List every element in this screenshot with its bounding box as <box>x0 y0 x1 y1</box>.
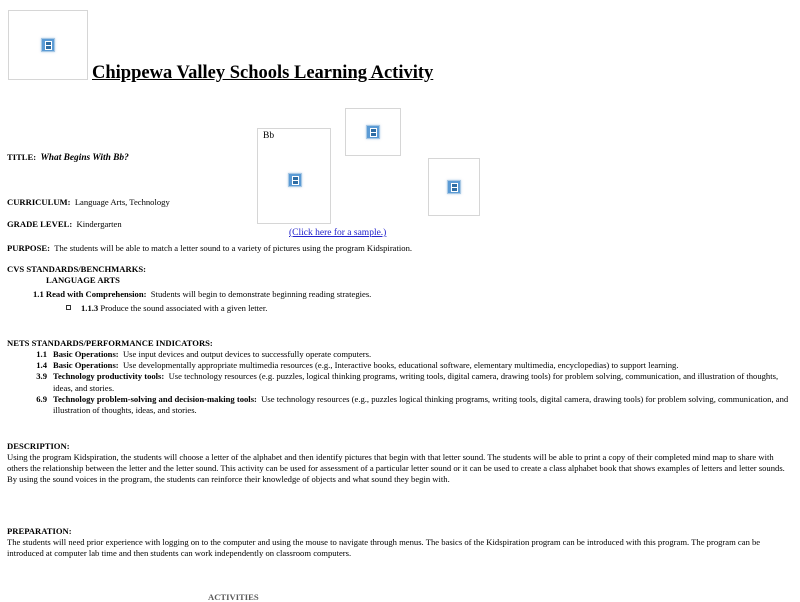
grade-level-field-row <box>7 219 122 230</box>
cvs-benchmark-text: Students will begin to demonstrate beginning reading strategies. <box>150 289 372 299</box>
purpose-field-value: The students will be able to match a letter sound to a variety of pictures using the program Kidspiration. <box>54 243 413 253</box>
broken-image-icon <box>288 173 302 187</box>
curriculum-field-row <box>7 197 170 208</box>
grade-level-field-label: GRADE LEVEL: <box>7 219 73 229</box>
nets-item-label: Technology problem-solving and decision-making tools: <box>53 393 257 404</box>
description-heading: DESCRIPTION: <box>7 441 70 451</box>
square-bullet-icon <box>66 305 71 310</box>
broken-image-icon <box>447 180 461 194</box>
nets-item-text: Use developmentally appropriate multimedia resources (e.g., Interactive books, educational software, elementary multimedia, encyclopedias) to support learning. <box>122 360 679 371</box>
cvs-benchmark-number: 1.1 Read with Comprehension: <box>33 289 147 299</box>
nets-item-label: Basic Operations: <box>53 349 119 359</box>
cvs-subject-label: LANGUAGE ARTS <box>46 275 120 285</box>
nets-item-label: Basic Operations: <box>53 360 119 371</box>
nets-standards-list <box>7 349 793 416</box>
cvs-sub-benchmark-row <box>66 303 267 314</box>
list-item <box>7 371 793 393</box>
cvs-sub-benchmark-number: 1.1.3 <box>81 303 99 313</box>
nets-item-number: 1.1 <box>36 349 47 359</box>
preparation-body: The students will need prior experience with logging on to the computer and using the mouse to navigate through menus. The basics of the Kidspiration program can be introduced with this program. The program can be introduced at computer lab time and then students can work independently on classroom computers. <box>7 537 761 559</box>
sample-link[interactable]: (Click here for a sample.) <box>289 228 387 238</box>
curriculum-field-value: Language Arts, Technology <box>74 197 170 207</box>
cvs-standards-heading: CVS STANDARDS/BENCHMARKS: <box>7 264 147 274</box>
district-logo-image-frame <box>8 10 88 80</box>
nets-standards-heading: NETS STANDARDS/PERFORMANCE INDICATORS: <box>7 338 213 348</box>
preparation-heading: PREPARATION: <box>7 526 72 536</box>
cvs-sub-benchmark-text: Produce the sound associated with a given letter. <box>100 303 268 313</box>
broken-image-icon <box>366 125 380 139</box>
nets-item-text: Use technology resources (e.g., puzzles logical thinking programs, writing tools, digital camera, drawing tools) for problem solving, communication, and illustration of thoughts, ideas, and stories. <box>53 393 789 416</box>
nets-item-number: 1.4 <box>36 360 47 371</box>
page-title: Chippewa Valley Schools Learning Activity <box>92 63 434 83</box>
title-field-value: What Begins With Bb? <box>40 153 129 163</box>
nets-item-text: Use technology resources (e.g. puzzles, logical thinking programs, writing tools, digital camera, drawing tools) for problem solving, communication, and illustration of thoughts, ideas, and stories. <box>53 371 779 393</box>
list-item <box>7 360 793 371</box>
cvs-benchmark-row <box>33 289 371 300</box>
title-field-separator: : <box>33 152 37 162</box>
broken-image-icon <box>41 38 55 52</box>
nets-item-text: Use input devices and output devices to successfully operate computers. <box>122 349 372 359</box>
purpose-field-label: PURPOSE: <box>7 243 50 253</box>
bb-sample-image-frame <box>257 128 331 224</box>
nets-item-label: Technology productivity tools: <box>53 371 165 382</box>
curriculum-field-separator: : <box>67 197 71 207</box>
list-item <box>7 349 793 360</box>
curriculum-field-label: CURRICULUM <box>7 197 68 207</box>
sample-image-frame-right <box>428 158 480 216</box>
purpose-field-row <box>7 243 412 254</box>
nets-item-number: 6.9 <box>36 393 47 404</box>
grade-level-field-value: Kindergarten <box>76 219 122 229</box>
bb-letter-label: Bb <box>263 131 275 141</box>
title-field-row <box>7 152 129 164</box>
description-body: Using the program Kidspiration, the students will choose a letter of the alphabet and then identify pictures that begin with that letter sound. The students will be able to print a copy of their completed mind map to share with others the relationship between the letter and the letter sound. This activity can be used for assessment of a particular letter sound or it can be used to create a class alphabet book that shows examples of letters and letter sounds. By using the sound voices in the program, the students can reinforce their knowledge of objects and what sound they begin with. <box>7 452 785 485</box>
list-item <box>7 394 793 416</box>
nets-item-number: 3.9 <box>36 371 47 382</box>
activities-heading: ACTIVITIES <box>208 592 259 602</box>
sample-image-frame-top <box>345 108 401 156</box>
title-field-label: TITLE <box>7 152 34 162</box>
